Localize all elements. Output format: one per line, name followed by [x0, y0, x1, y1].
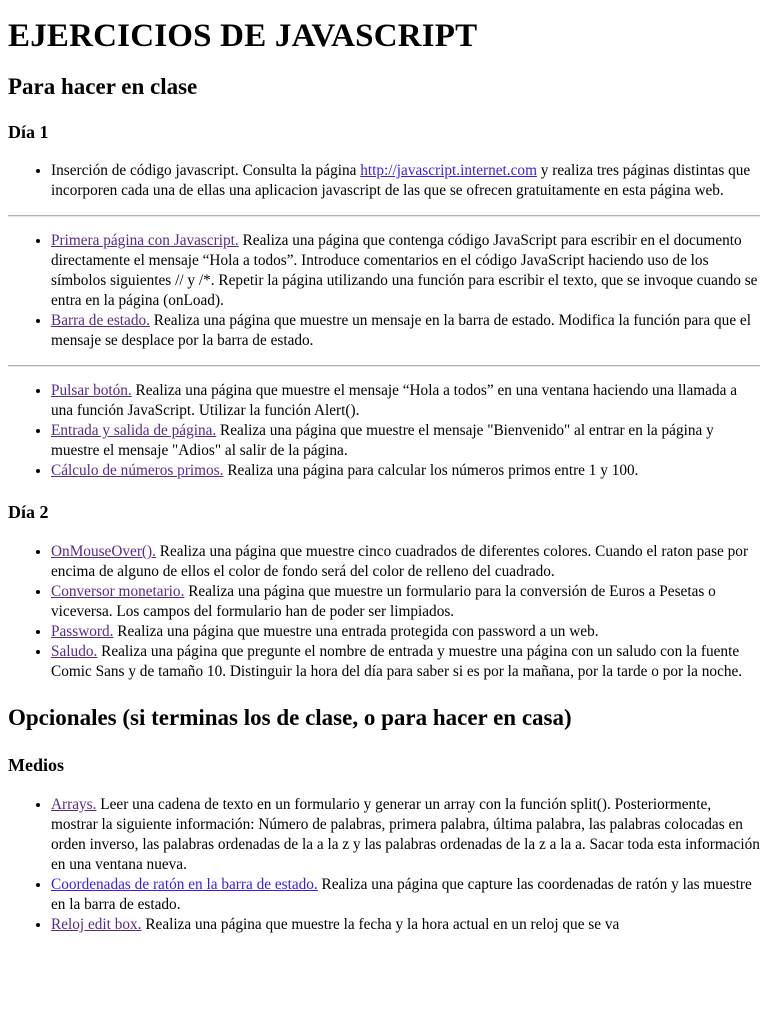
list-item — [51, 542, 760, 582]
list-item-text: Realiza una página que muestre el mensaje "Bienvenido" al entrar en la página y muestre el mensaje "Adios" al salir de la página. — [51, 422, 714, 460]
list-item-text: Realiza una página que capture las coordenadas de ratón y las muestre en la barra de estado. — [51, 875, 752, 913]
day1-list-group2 — [8, 231, 760, 351]
section-heading-class: Para hacer en clase — [8, 73, 198, 99]
medios-list — [8, 795, 760, 935]
list-item-text: Realiza una página que muestre un mensaje en la barra de estado. Modifica la función para que el mensaje se desplace por la barra de estado. — [51, 312, 751, 350]
exercise-link-onmouseover[interactable]: OnMouseOver(). — [51, 542, 156, 560]
exercise-link-saludo[interactable]: Saludo. — [51, 642, 98, 660]
exercise-link-numeros-primos[interactable]: Cálculo de números primos. — [51, 462, 224, 480]
divider — [8, 215, 760, 217]
list-item — [51, 381, 760, 421]
exercise-link-entrada-salida[interactable]: Entrada y salida de página. — [51, 422, 217, 440]
day1-list-group1 — [8, 161, 760, 201]
list-item-text: Inserción de código javascript. Consulta la página — [51, 162, 361, 180]
list-item — [51, 915, 760, 935]
exercise-link-barra-estado[interactable]: Barra de estado. — [51, 312, 150, 330]
list-item-text: Realiza una página que muestre un formulario para la conversión de Euros a Pesetas o viceversa. Los campos del formulario han de poder ser limpiados. — [51, 582, 716, 620]
page-title: EJERCICIOS DE JAVASCRIPT — [8, 18, 478, 54]
exercise-link-coordenadas[interactable]: Coordenadas de ratón en la barra de estado. — [51, 875, 318, 893]
list-item-text: Realiza una página que muestre una entrada protegida con password a un web. — [113, 622, 599, 640]
exercise-link-conversor[interactable]: Conversor monetario. — [51, 582, 185, 600]
list-item-text: Leer una cadena de texto en un formulario y generar un array con la función split(). Posteriormente, mostrar la siguiente información: Número de palabras, primera palabra, última palabra, las palabras colocadas en orden inverso, las palabras ordenadas de la a la z y las palabras ordenadas de la z a la a. Sacar toda esta información en una ventana nueva. — [51, 795, 760, 873]
exercise-link-arrays[interactable]: Arrays. — [51, 795, 97, 813]
list-item-text: Realiza una página que pregunte el nombre de entrada y muestre una página con un saludo con la fuente Comic Sans y de tamaño 10. Distinguir la hora del día para saber si es por la mañana, por la tarde o por la noche. — [51, 642, 743, 680]
day2-heading: Día 2 — [8, 502, 49, 523]
exercise-link-reloj[interactable]: Reloj edit box. — [51, 915, 142, 933]
list-item — [51, 311, 760, 351]
list-item — [51, 161, 760, 201]
exercise-link-pulsar-boton[interactable]: Pulsar botón. — [51, 382, 132, 400]
list-item — [51, 642, 760, 682]
section-heading-optional: Opcionales (si terminas los de clase, o para hacer en casa) — [8, 704, 572, 730]
list-item — [51, 795, 760, 875]
list-item — [51, 622, 760, 642]
day1-heading: Día 1 — [8, 121, 49, 142]
list-item — [51, 875, 760, 915]
divider — [8, 365, 760, 367]
day1-list-group3 — [8, 381, 760, 481]
list-item-text: Realiza una página que contenga código JavaScript para escribir en el documento directamente el mensaje “Hola a todos”. Introduce comentarios en el código JavaScript haciendo uso de los símbolos siguientes // y /*. Repetir la página utilizando una función para escribir el texto, que se invoque cuando se entra en la página (onLoad). — [51, 232, 758, 310]
medios-heading: Medios — [8, 755, 64, 776]
list-item-text: Realiza una página que muestre el mensaje “Hola a todos” en una ventana haciendo una llamada a una función JavaScript. Utilizar la función Alert(). — [51, 382, 737, 420]
javascript-internet-link[interactable]: http://javascript.internet.com — [360, 162, 537, 180]
day2-list — [8, 542, 760, 682]
exercise-link-primera-pagina[interactable]: Primera página con Javascript. — [51, 232, 239, 250]
list-item-text: y realiza tres páginas distintas que incorporen cada una de ellas una aplicacion javascript de las que se ofrecen gratuitamente en esta página web. — [51, 162, 751, 200]
list-item-text: Realiza una página para calcular los números primos entre 1 y 100. — [223, 462, 639, 480]
list-item-text: Realiza una página que muestre la fecha y la hora actual en un reloj que se va — [141, 915, 620, 933]
exercise-link-password[interactable]: Password. — [51, 622, 114, 640]
list-item-text: Realiza una página que muestre cinco cuadrados de diferentes colores. Cuando el raton pase por encima de alguno de ellos el color de fondo será del color de relleno del cuadrado. — [51, 542, 749, 580]
list-item — [51, 461, 760, 481]
list-item — [51, 421, 760, 461]
list-item — [51, 231, 760, 311]
list-item — [51, 582, 760, 622]
